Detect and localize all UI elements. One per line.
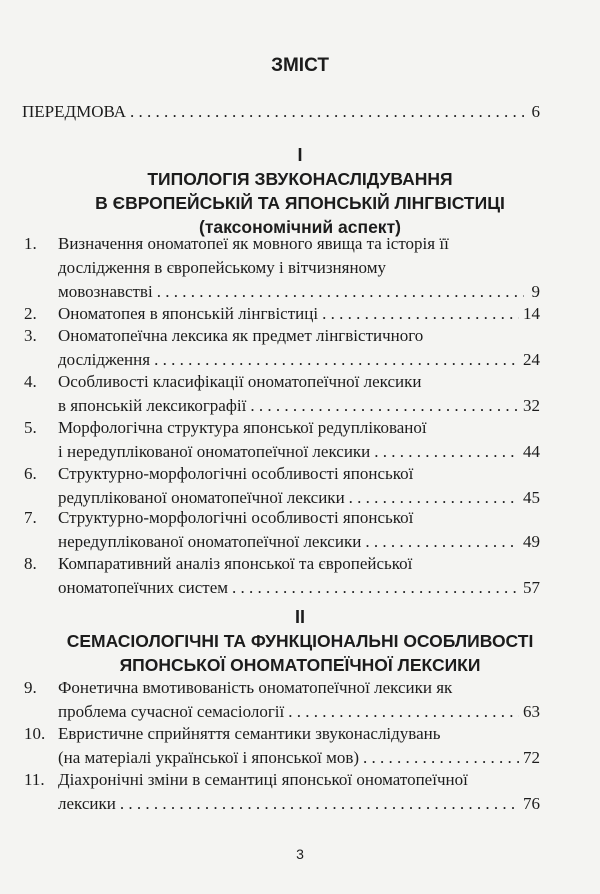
toc-entry-text: Ономатопея в японській лінгвістиці <box>58 304 319 323</box>
section-heading-subtitle: (таксономічний аспект) <box>199 217 401 237</box>
toc-entry-text: Структурно-морфологічні особливості японської <box>58 464 414 483</box>
leader-dots <box>157 280 524 304</box>
section-heading-1 <box>0 143 600 239</box>
toc-entry-text: Фонетична вмотивованість ономатопеїчної лексики як <box>58 678 453 697</box>
toc-entry-label: ПЕРЕДМОВА <box>22 102 127 121</box>
toc-entry-number: 3. <box>24 326 37 345</box>
toc-entry-text: мовознавстві <box>58 282 153 301</box>
toc-entry-page: 32 <box>523 396 540 415</box>
toc-entry-text: Особливості класифікації ономатопеїчної лексики <box>58 372 422 391</box>
toc-entry-text: редуплікованої ономатопеїчної лексики <box>58 488 345 507</box>
toc-entry-page: 44 <box>523 442 540 461</box>
toc-entry-number: 8. <box>24 554 37 573</box>
toc-entry-text: Діахронічні зміни в семантиці японської ономатопеїчної <box>58 770 468 789</box>
section-heading-line: ЯПОНСЬКОЇ ОНОМАТОПЕЇЧНОЇ ЛЕКСИКИ <box>119 655 481 675</box>
page-title: ЗМІСТ <box>271 55 329 76</box>
toc-entry-text: Морфологічна структура японської редуплікованої <box>58 418 427 437</box>
toc-entry-text: дослідження в європейському і вітчизняному <box>58 258 386 277</box>
toc-entry-page: 24 <box>523 350 540 369</box>
toc-entry-number: 6. <box>24 464 37 483</box>
toc-entry-text: (на матеріалі української і японської мов) <box>58 748 360 767</box>
toc-entry-number: 4. <box>24 372 37 391</box>
toc-entry-number: 10. <box>24 724 46 743</box>
leader-dots <box>130 100 524 124</box>
toc-entry-page: 9 <box>531 282 540 301</box>
toc-entry-number: 5. <box>24 418 37 437</box>
page-number: 3 <box>296 846 304 862</box>
leader-dots <box>250 394 519 418</box>
toc-entry-page: 57 <box>523 578 540 597</box>
toc-entry-number: 11. <box>24 770 45 789</box>
toc-entry-text: ономатопеїчних систем <box>58 578 229 597</box>
section-heading-2 <box>0 605 600 677</box>
toc-entry-text: Евристичне сприйняття семантики звуконаслідувань <box>58 724 441 743</box>
toc-entry-page: 14 <box>523 304 540 323</box>
toc-entry-number: 9. <box>24 678 37 697</box>
toc-entry-text: проблема сучасної семасіології <box>58 702 285 721</box>
toc-entry-text: Компаративний аналіз японської та європейської <box>58 554 413 573</box>
section-roman-numeral: ІІ <box>294 607 305 627</box>
toc-entry-text: Визначення ономатопеї як мовного явища та історія її <box>58 234 449 253</box>
toc-entry-number: 2. <box>24 304 37 323</box>
toc-entry-text: дослідження <box>58 350 151 369</box>
toc-entry-number: 7. <box>24 508 37 527</box>
toc-entry-number: 1. <box>24 234 37 253</box>
toc-entry-text: лексики <box>58 794 116 813</box>
section-heading-line: В ЄВРОПЕЙСЬКІЙ ТА ЯПОНСЬКІЙ ЛІНГВІСТИЦІ <box>95 193 505 213</box>
toc-entry-page: 45 <box>523 488 540 507</box>
toc-entry-page: 49 <box>523 532 540 551</box>
leader-dots <box>363 746 519 770</box>
section-heading-line: СЕМАСІОЛОГІЧНІ ТА ФУНКЦІОНАЛЬНІ ОСОБЛИВОСТІ <box>66 631 534 651</box>
leader-dots <box>288 700 519 724</box>
toc-entry-page: 76 <box>523 794 540 813</box>
toc-entry-page: 63 <box>523 702 540 721</box>
toc-entry-page: 72 <box>523 748 540 767</box>
toc-entry-text: Структурно-морфологічні особливості японської <box>58 508 414 527</box>
toc-entry-text: Ономатопеїчна лексика як предмет лінгвістичного <box>58 326 424 345</box>
leader-dots <box>322 302 519 326</box>
leader-dots <box>154 348 519 372</box>
section-roman-numeral: І <box>297 145 303 165</box>
section-heading-line: ТИПОЛОГІЯ ЗВУКОНАСЛІДУВАННЯ <box>147 169 453 189</box>
leader-dots <box>232 576 519 600</box>
toc-entry-text: нередуплікованої ономатопеїчної лексики <box>58 532 362 551</box>
leader-dots <box>120 792 519 816</box>
toc-entry-page: 6 <box>531 102 540 121</box>
leader-dots <box>365 530 519 554</box>
toc-entry-text: в японській лексикографії <box>58 396 247 415</box>
leader-dots <box>374 440 519 464</box>
toc-entry-text: і нередуплікованої ономатопеїчної лексики <box>58 442 371 461</box>
